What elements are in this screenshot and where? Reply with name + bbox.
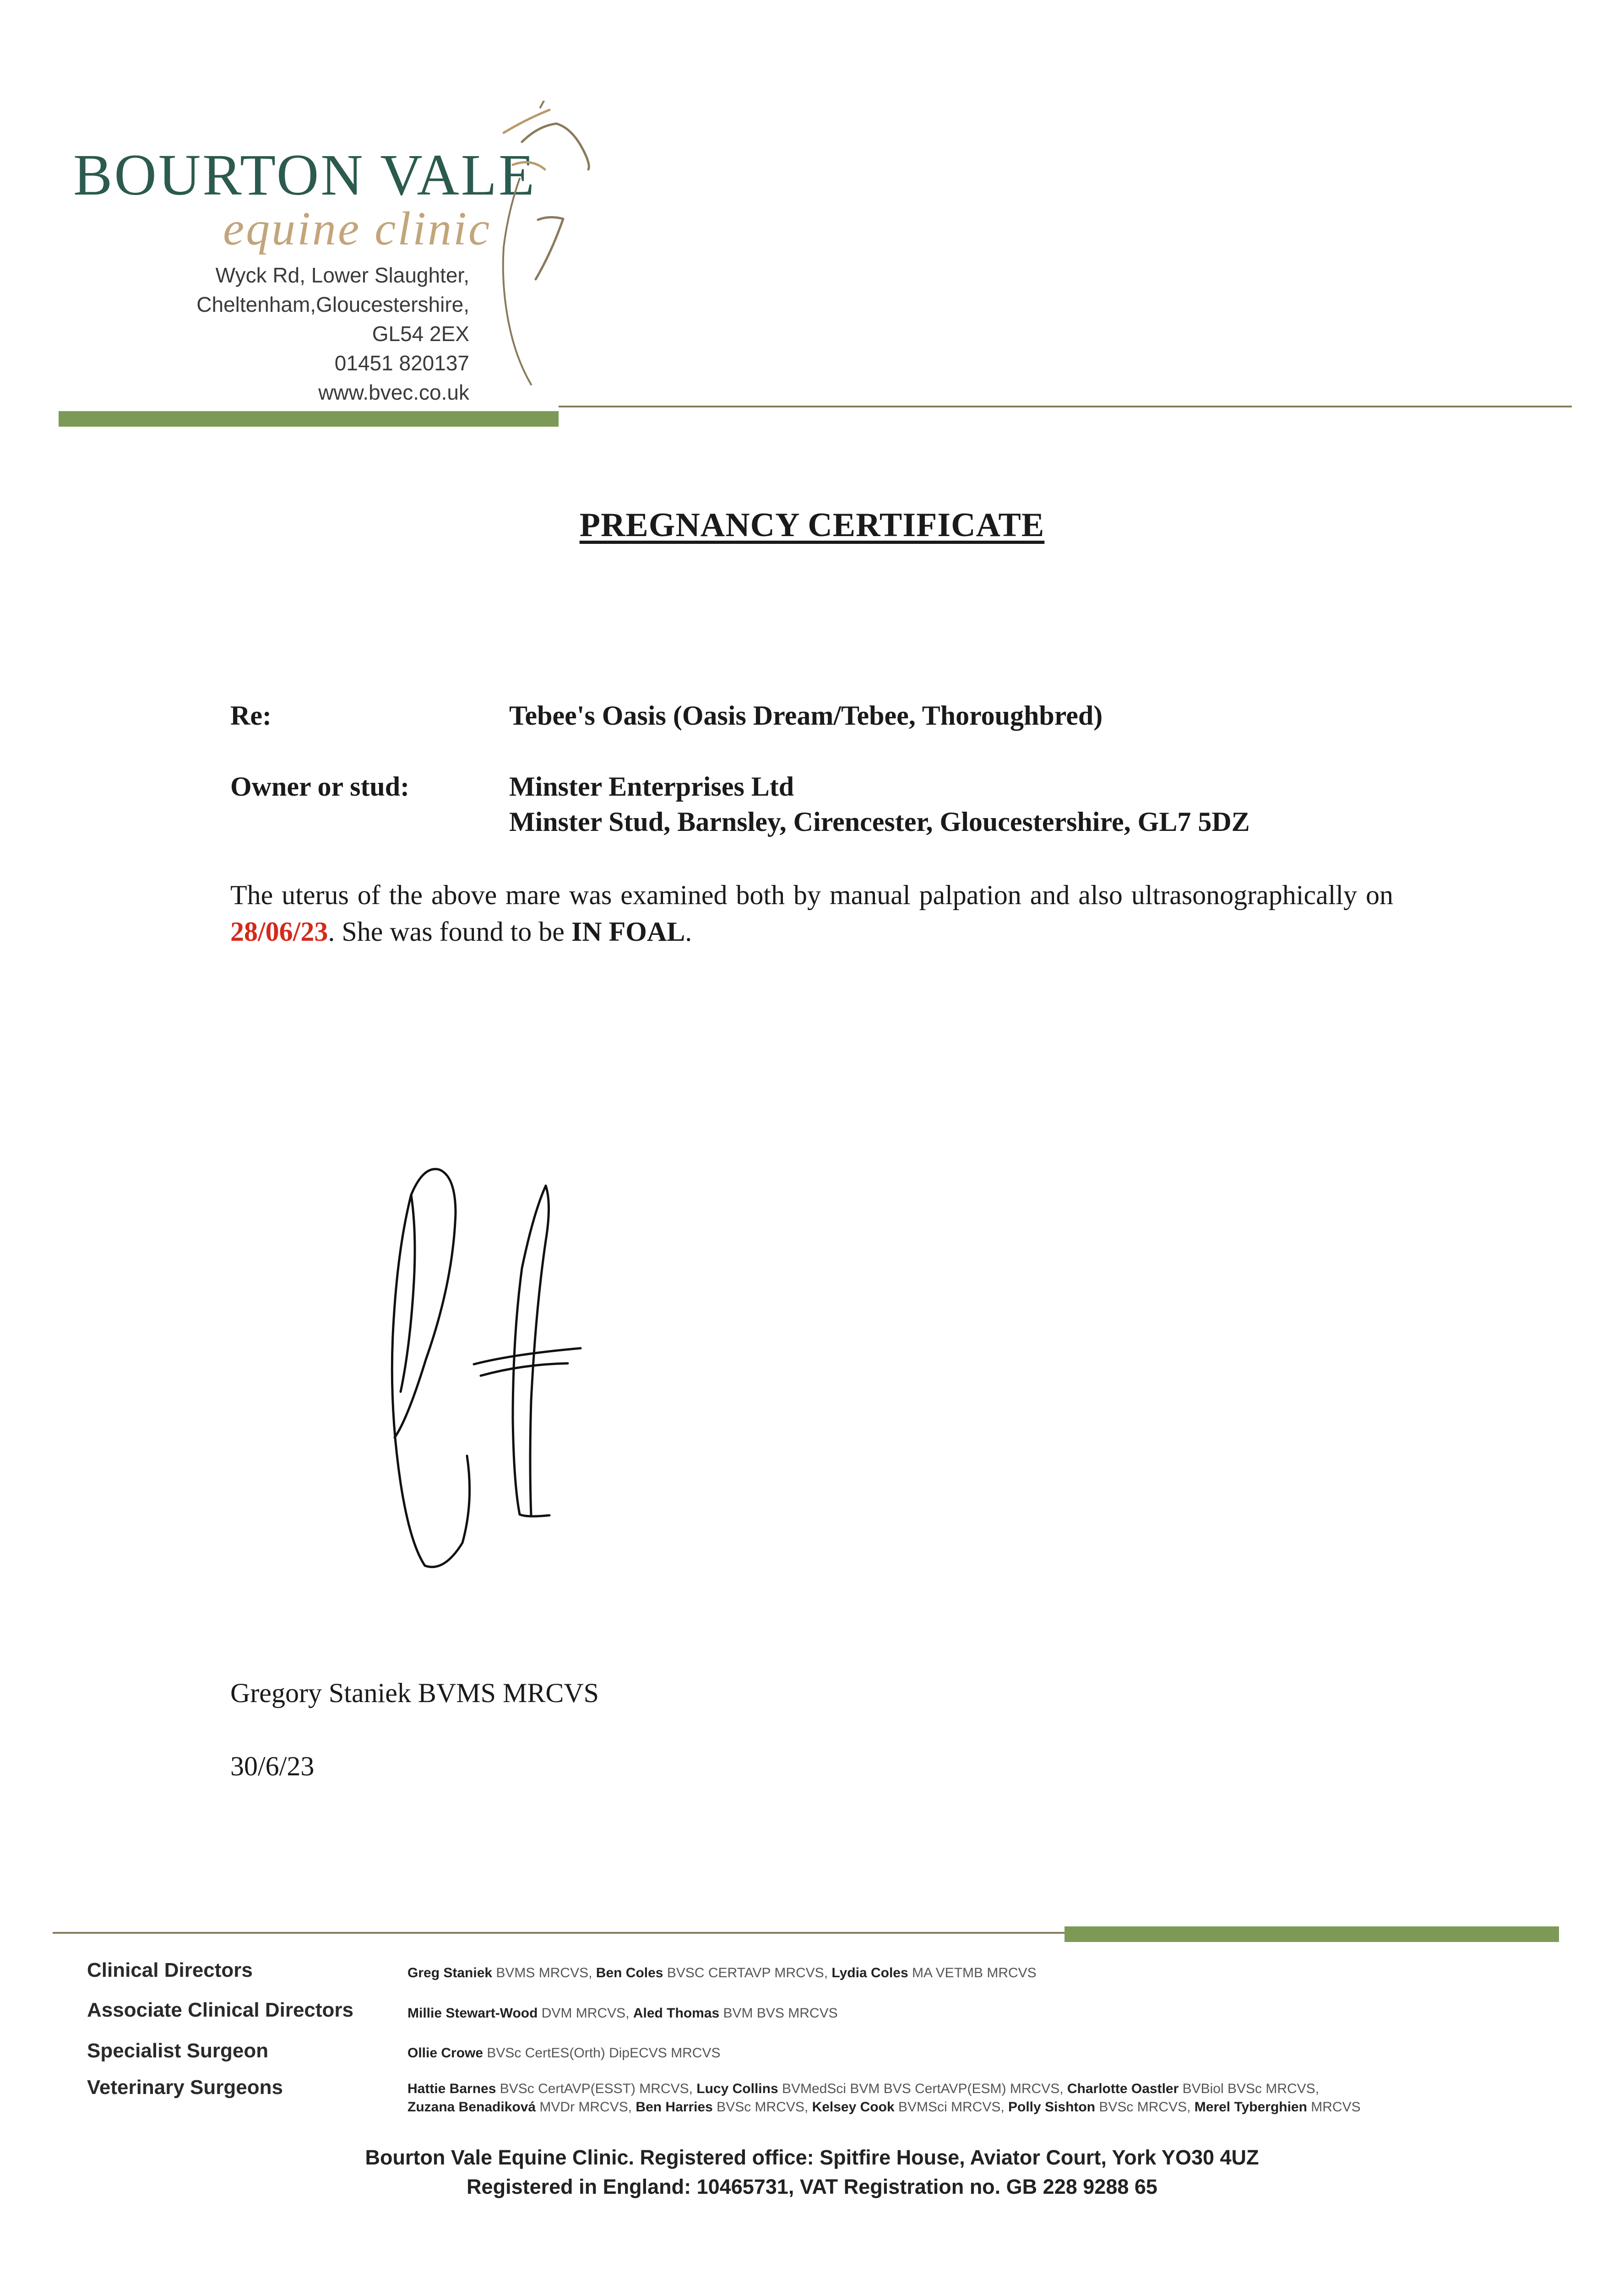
exam-date: 28/06/23 [230, 917, 328, 947]
staff-qualifications: BVSc MRCVS, [1095, 2099, 1195, 2115]
re-label: Re: [230, 700, 272, 731]
exam-result: IN FOAL [571, 917, 685, 947]
staff-name: Aled Thomas [633, 2006, 720, 2021]
staff-clinical-directors [407, 1966, 1037, 1980]
staff-qualifications: BVSc CertAVP(ESST) MRCVS, [496, 2081, 697, 2096]
examination-statement [230, 877, 1393, 950]
horse-head-logo-icon [494, 101, 600, 394]
staff-qualifications: BVMedSci BVM BVS CertAVP(ESM) MRCVS, [778, 2081, 1067, 2096]
staff-qualifications: BVSc CertES(Orth) DipECVS MRCVS [483, 2045, 721, 2061]
role-clinical-directors: Clinical Directors [87, 1959, 253, 1981]
signature-icon [375, 1163, 595, 1584]
staff-qualifications: BVMS MRCVS, [492, 1965, 596, 1980]
address-line-1: Wyck Rd, Lower Slaughter, [215, 263, 469, 287]
owner-label: Owner or stud: [230, 771, 410, 802]
staff-associate-clinical-directors [407, 2007, 838, 2020]
staff-name: Zuzana Benadiková [407, 2099, 536, 2115]
staff-name: Polly Sishton [1008, 2099, 1096, 2115]
owner-name: Minster Enterprises Ltd [509, 771, 794, 802]
staff-qualifications: BVSC CERTAVP MRCVS, [663, 1965, 832, 1980]
exam-text-start: The uterus of the above mare was examined both by manual palpation and also ultrasonographically on [230, 880, 1393, 910]
staff-qualifications: MRCVS [1307, 2099, 1361, 2115]
staff-qualifications: BVBiol BVSc MRCVS, [1179, 2081, 1320, 2096]
clinic-name: BOURTON VALE [73, 142, 537, 207]
staff-name: Lydia Coles [831, 1965, 908, 1980]
role-associate-clinical-directors: Associate Clinical Directors [87, 1999, 354, 2021]
exam-text-end: . [685, 917, 692, 947]
owner-address: Minster Stud, Barnsley, Cirencester, Gloucestershire, GL7 5DZ [509, 807, 1250, 837]
registered-office: Bourton Vale Equine Clinic. Registered office: Spitfire House, Aviator Court, York YO30 4UZ [365, 2146, 1259, 2169]
staff-qualifications: MVDr MRCVS, [536, 2099, 636, 2115]
staff-name: Hattie Barnes [407, 2081, 496, 2096]
staff-qualifications: BVMSci MRCVS, [894, 2099, 1009, 2115]
staff-name: Kelsey Cook [812, 2099, 895, 2115]
role-veterinary-surgeons: Veterinary Surgeons [87, 2076, 283, 2099]
address-line-3: GL54 2EX [372, 322, 469, 346]
phone-number: 01451 820137 [334, 351, 469, 375]
staff-name: Ben Harries [635, 2099, 713, 2115]
header-accent-bar [59, 411, 559, 427]
address-line-2: Cheltenham,Gloucestershire, [196, 293, 469, 316]
staff-specialist-surgeon [407, 2046, 720, 2060]
role-specialist-surgeon: Specialist Surgeon [87, 2039, 269, 2062]
certificate-title: PREGNANCY CERTIFICATE [579, 506, 1045, 544]
staff-qualifications: BVM BVS MRCVS [719, 2006, 838, 2021]
staff-name: Lucy Collins [696, 2081, 778, 2096]
header-rule [559, 406, 1572, 407]
staff-veterinary-surgeons-line-2 [407, 2100, 1361, 2114]
staff-name: Charlotte Oastler [1067, 2081, 1179, 2096]
footer-accent-bar [1065, 1926, 1559, 1942]
exam-text-middle: . She was found to be [328, 917, 571, 947]
mare-details: Tebee's Oasis (Oasis Dream/Tebee, Thoroughbred) [509, 700, 1103, 731]
footer-rule [53, 1932, 1065, 1934]
staff-qualifications: BVSc MRCVS, [712, 2099, 812, 2115]
signatory-name: Gregory Staniek BVMS MRCVS [230, 1678, 599, 1708]
staff-veterinary-surgeons-line-1 [407, 2082, 1319, 2096]
staff-name: Ben Coles [596, 1965, 663, 1980]
staff-name: Millie Stewart-Wood [407, 2006, 538, 2021]
company-registration: Registered in England: 10465731, VAT Registration no. GB 228 9288 65 [467, 2175, 1157, 2198]
staff-name: Merel Tyberghien [1194, 2099, 1307, 2115]
staff-qualifications: MA VETMB MRCVS [908, 1965, 1037, 1980]
signature-date: 30/6/23 [230, 1751, 315, 1781]
staff-name: Greg Staniek [407, 1965, 493, 1980]
staff-name: Ollie Crowe [407, 2045, 483, 2061]
clinic-subtitle: equine clinic [223, 202, 492, 255]
staff-qualifications: DVM MRCVS, [538, 2006, 633, 2021]
website: www.bvec.co.uk [318, 380, 469, 404]
